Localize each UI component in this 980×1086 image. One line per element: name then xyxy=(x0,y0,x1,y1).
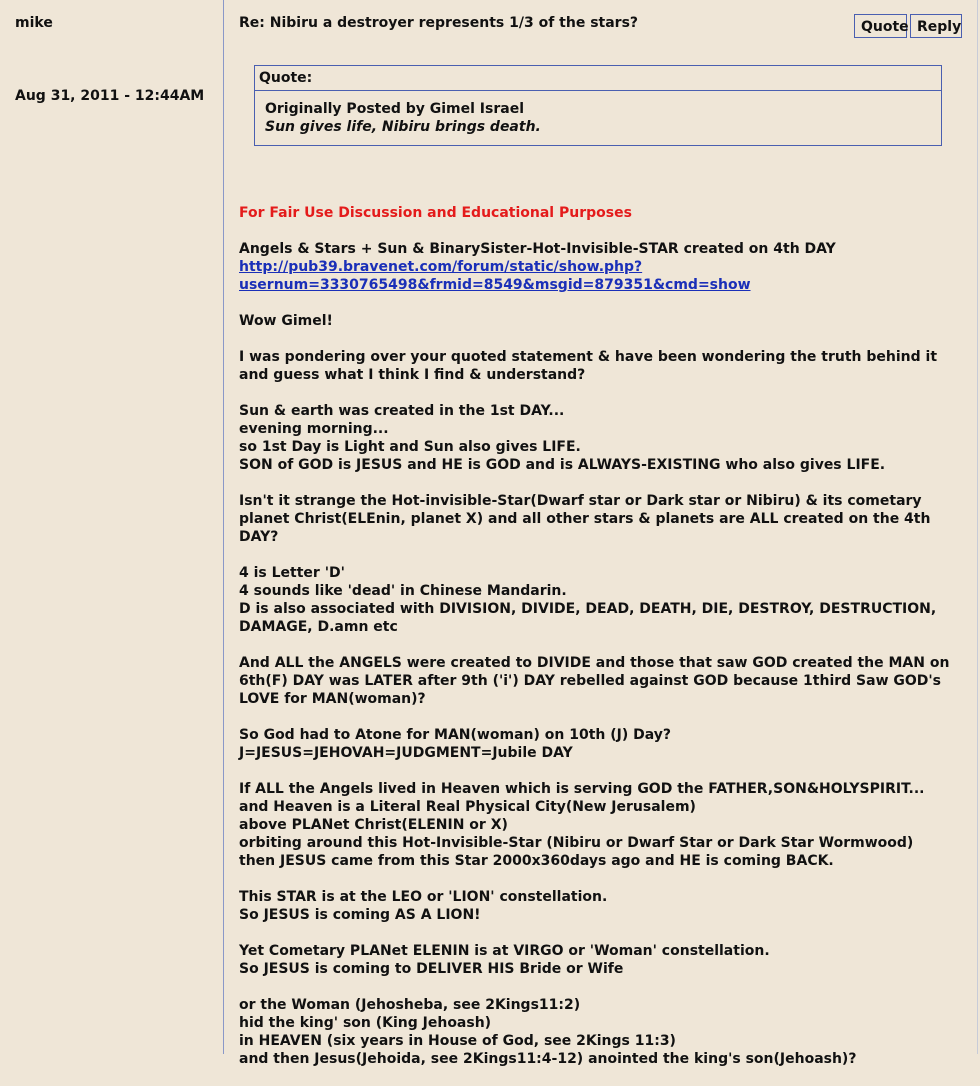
post-body xyxy=(239,204,969,1086)
woman-paragraph xyxy=(239,996,969,1068)
fair-use-notice: For Fair Use Discussion and Educational Purposes xyxy=(239,205,632,221)
post-date: Aug 31, 2011 - 12:44AM xyxy=(15,88,205,104)
text-line: This STAR is at the LEO or 'LION' constellation. xyxy=(239,889,608,905)
heaven-paragraph xyxy=(239,780,969,870)
virgo-paragraph xyxy=(239,942,969,978)
quote-header: Quote: xyxy=(255,66,941,91)
text-line: 4 is Letter 'D' xyxy=(239,565,345,581)
text-line: Sun & earth was created in the 1st DAY... xyxy=(239,403,565,419)
quote-body xyxy=(255,91,941,136)
text-line: So JESUS is coming AS A LION! xyxy=(239,907,481,923)
pondering-paragraph: I was pondering over your quoted statement & have been wondering the truth behind it and guess what I think I find & understand? xyxy=(239,349,938,383)
text-line: above PLANet Christ(ELENIN or X) xyxy=(239,817,508,833)
leo-paragraph xyxy=(239,888,969,924)
link-line-2: usernum=3330765498&frmid=8549&msgid=879351&cmd=show xyxy=(239,277,751,293)
text-line: D is also associated with DIVISION, DIVIDE, DEAD, DEATH, DIE, DESTROY, DESTRUCTION, DAMAGE, D.amn etc xyxy=(239,601,937,635)
text-line: Yet Cometary PLANet ELENIN is at VIRGO or 'Woman' constellation. xyxy=(239,943,770,959)
text-line: evening morning... xyxy=(239,421,389,437)
quote-text: Sun gives life, Nibiru brings death. xyxy=(265,119,541,135)
reply-button[interactable]: Reply xyxy=(910,14,962,38)
author-name[interactable]: mike xyxy=(15,15,53,31)
text-line: and then Jesus(Jehoida, see 2Kings11:4-12) anointed the king's son(Jehoash)? xyxy=(239,1051,857,1067)
text-line: then JESUS came from this Star 2000x360days ago and HE is coming BACK. xyxy=(239,853,834,869)
text-line: so 1st Day is Light and Sun also gives LIFE. xyxy=(239,439,581,455)
four-paragraph xyxy=(239,564,969,636)
text-line: So God had to Atone for MAN(woman) on 10th (J) Day? xyxy=(239,727,671,743)
post-subject: Re: Nibiru a destroyer represents 1/3 of the stars? xyxy=(239,15,639,31)
text-line: SON of GOD is JESUS and HE is GOD and is ALWAYS-EXISTING who also gives LIFE. xyxy=(239,457,886,473)
atone-paragraph xyxy=(239,726,969,762)
link-line-1: http://pub39.bravenet.com/forum/static/show.php? xyxy=(239,259,643,275)
text-line: 4 sounds like 'dead' in Chinese Mandarin. xyxy=(239,583,567,599)
author-column xyxy=(0,0,224,1054)
angels-line: Angels & Stars + Sun & BinarySister-Hot-Invisible-STAR created on 4th DAY xyxy=(239,241,836,257)
quote-button[interactable]: Quote xyxy=(854,14,907,38)
wow-paragraph: Wow Gimel! xyxy=(239,313,333,329)
text-line: orbiting around this Hot-Invisible-Star (Nibiru or Dwarf Star or Dark Star Wormwood) xyxy=(239,835,914,851)
quote-box xyxy=(254,65,942,146)
right-divider xyxy=(977,0,978,1054)
text-line: If ALL the Angels lived in Heaven which is serving GOD the FATHER,SON&HOLYSPIRIT... xyxy=(239,781,925,797)
text-line: hid the king' son (King Jehoash) xyxy=(239,1015,492,1031)
angels-paragraph xyxy=(239,240,969,294)
text-line: in HEAVEN (six years in House of God, see 2Kings 11:3) xyxy=(239,1033,676,1049)
forum-link[interactable] xyxy=(239,259,751,293)
quote-attribution: Originally Posted by Gimel Israel xyxy=(265,101,524,117)
strange-paragraph: Isn't it strange the Hot-invisible-Star(Dwarf star or Dark star or Nibiru) & its cometary planet Christ(ELEnin, planet X) and all other stars & planets are ALL created on the 4th DAY? xyxy=(239,493,931,545)
sun-paragraph xyxy=(239,402,969,474)
text-line: and Heaven is a Literal Real Physical City(New Jerusalem) xyxy=(239,799,696,815)
text-line: or the Woman (Jehosheba, see 2Kings11:2) xyxy=(239,997,581,1013)
angels-divide-paragraph: And ALL the ANGELS were created to DIVIDE and those that saw GOD created the MAN on 6th(F) DAY was LATER after 9th ('i') DAY rebelled against GOD because 1third Saw GOD's LOVE for MAN(woman)? xyxy=(239,655,950,707)
text-line: So JESUS is coming to DELIVER HIS Bride or Wife xyxy=(239,961,624,977)
text-line: J=JESUS=JEHOVAH=JUDGMENT=Jubile DAY xyxy=(239,745,573,761)
